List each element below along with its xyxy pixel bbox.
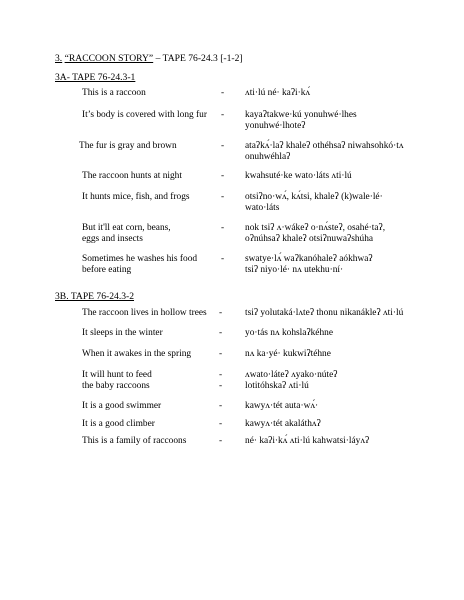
indigenous-text: [245, 308, 455, 319]
english-text: [82, 254, 214, 276]
english-line: It is a good climber: [82, 419, 155, 429]
dash-mark: -: [219, 381, 223, 391]
english-text: [82, 419, 214, 430]
dash: [221, 223, 224, 234]
indigenous-line: kawyʌ·tét auta·wʌ́·: [245, 401, 319, 411]
dash: [219, 328, 222, 339]
english-line: eggs and insects: [82, 234, 143, 244]
english-line: Sometimes he washes his food: [82, 254, 198, 264]
dash-mark: -: [221, 88, 225, 98]
english-line: The fur is gray and brown: [79, 141, 177, 151]
indigenous-line: oʔnúhsaʔ khaleʔ otsiʔnuwaʔshúha: [245, 234, 374, 244]
indigenous-text: [245, 370, 455, 392]
english-text: [82, 401, 214, 412]
story-tape: – TAPE 76-24.3 [-1-2]: [155, 53, 243, 64]
dash-mark: -: [221, 141, 225, 151]
english-line: When it awakes in the spring: [82, 349, 192, 359]
indigenous-line: kwahsuté·ke wato·láts ʌti·lú: [245, 171, 352, 181]
english-line: The raccoon hunts at night: [82, 171, 182, 181]
dash-mark: -: [219, 328, 223, 338]
english-line: It will hunt to feed: [82, 370, 152, 380]
story-title: “RACCOON STORY”: [64, 53, 154, 64]
dash: [219, 436, 222, 447]
indigenous-line: kawyʌ·tét akaláthʌʔ: [245, 419, 321, 429]
dash: [221, 110, 224, 121]
dash-mark: -: [221, 110, 225, 120]
indigenous-line: onuhwéhlaʔ: [245, 152, 291, 162]
english-line: It hunts mice, fish, and frogs: [82, 192, 190, 202]
indigenous-text: [245, 419, 455, 430]
english-text: [82, 223, 214, 245]
english-text: [82, 88, 214, 99]
dash: [219, 308, 222, 319]
english-line: This is a raccoon: [82, 88, 146, 98]
indigenous-text: [245, 88, 455, 99]
indigenous-line: tsiʔ niyo·lé· nʌ utekhu·ní·: [245, 265, 344, 275]
indigenous-text: [245, 328, 455, 339]
indigenous-line: ʌti·lú né· kaʔi·kʌ́: [245, 88, 311, 98]
indigenous-text: [245, 171, 455, 182]
english-line: It sleeps in the winter: [82, 328, 163, 338]
dash-mark: -: [221, 223, 225, 233]
dash-mark: -: [221, 254, 225, 264]
english-line: before eating: [82, 265, 132, 275]
story-heading: [55, 53, 243, 64]
indigenous-text: [245, 223, 455, 245]
indigenous-line: swatye·lʌ́ waʔkanóhaleʔ aókhwaʔ: [245, 254, 373, 264]
dash: [219, 419, 222, 430]
english-text: [79, 141, 211, 152]
dash-mark: -: [219, 401, 223, 411]
dash-mark: -: [221, 171, 225, 181]
indigenous-text: [245, 110, 455, 132]
dash-mark: -: [219, 370, 223, 380]
dash: [221, 192, 224, 203]
indigenous-line: yonuhwé·lhoteʔ: [245, 121, 306, 131]
dash: [219, 370, 222, 392]
indigenous-text: [245, 192, 455, 214]
english-text: [82, 349, 214, 360]
english-text: [82, 436, 214, 447]
dash: [219, 401, 222, 412]
indigenous-text: [245, 436, 455, 447]
english-line: But it'll eat corn, beans,: [82, 223, 171, 233]
english-text: [82, 192, 214, 203]
english-line: the baby raccoons: [82, 381, 150, 391]
story-number: 3.: [55, 53, 63, 64]
english-text: [82, 328, 214, 339]
indigenous-line: lotitóhskaʔ ʌti·lú: [245, 381, 309, 391]
indigenous-line: otsiʔno·wʌ́, kʌ́tsi, khaleʔ (k)wale·lé·: [245, 192, 383, 202]
section-b-label: 3B. TAPE 76-24.3-2: [55, 291, 135, 302]
indigenous-line: ʌwato·láteʔ ʌyako·núteʔ: [245, 370, 338, 380]
indigenous-line: ataʔkʌ́·laʔ khaleʔ othéhsaʔ niwahsohkó·tʌ: [245, 141, 404, 151]
indigenous-line: tsiʔ yolutaká·lʌteʔ thonu nikanákleʔ ʌti·lú: [245, 308, 404, 318]
english-line: It’s body is covered with long fur: [82, 110, 207, 120]
english-text: [82, 370, 214, 392]
indigenous-line: nok tsiʔ ʌ·wákeʔ o·nʌ́steʔ, osahé·taʔ,: [245, 223, 386, 233]
section-a-label: 3A- TAPE 76-24.3-1: [55, 72, 136, 83]
dash: [221, 254, 224, 265]
indigenous-line: nʌ ka·yé· kukwiʔtéhne: [245, 349, 331, 359]
dash-mark: -: [219, 308, 223, 318]
indigenous-line: wato·láts: [245, 203, 280, 213]
indigenous-text: [245, 349, 455, 360]
dash-mark: -: [219, 419, 223, 429]
english-text: [82, 171, 214, 182]
english-text: [82, 110, 214, 121]
english-line: It is a good swimmer: [82, 401, 162, 411]
dash-mark: -: [221, 192, 225, 202]
dash: [219, 349, 222, 360]
english-text: [82, 308, 214, 319]
english-line: The raccoon lives in hollow trees: [82, 308, 207, 318]
indigenous-line: yo·tás nʌ kohslaʔkéhne: [245, 328, 333, 338]
indigenous-line: né· kaʔi·kʌ́ ʌti·lú kahwatsi·láyʌʔ: [245, 436, 370, 446]
dash: [221, 141, 224, 152]
indigenous-line: kayaʔtakwe·kú yonuhwé·lhes: [245, 110, 357, 120]
dash-mark: -: [219, 436, 223, 446]
dash: [221, 171, 224, 182]
indigenous-text: [245, 401, 455, 412]
dash: [221, 88, 224, 99]
indigenous-text: [245, 141, 455, 163]
indigenous-text: [245, 254, 455, 276]
english-line: This is a family of raccoons: [82, 436, 187, 446]
dash-mark: -: [219, 349, 223, 359]
